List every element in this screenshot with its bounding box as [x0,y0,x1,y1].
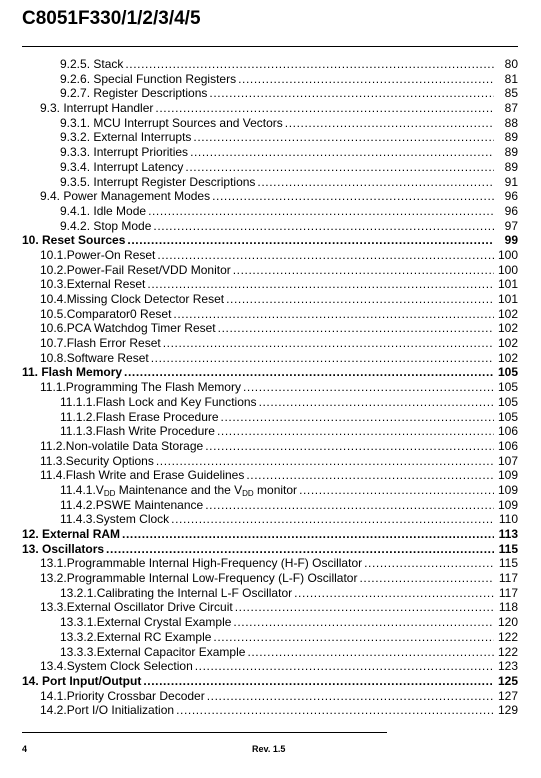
toc-entry-page: 110 [498,512,518,527]
toc-entry-label: 11.1.2.Flash Erase Procedure [60,409,219,424]
toc-entry-label: 9.4.2. Stop Mode [60,218,152,233]
toc-entry [22,204,518,219]
toc-entry [22,248,518,263]
toc-entry-label: 11.1.1.Flash Lock and Key Functions [60,394,257,409]
toc-entry-label: 14.2.Port I/O Initialization [40,703,175,718]
dot-leader [259,395,494,410]
toc-entry-label: 11.1.Programming The Flash Memory [40,380,241,395]
toc-entry [22,424,518,439]
toc-entry-page: 89 [504,145,518,160]
toc-entry [22,659,518,674]
dot-leader [153,219,494,234]
toc-entry-page: 89 [504,159,518,174]
dot-leader [233,615,494,630]
toc-entry [22,630,518,645]
toc-entry-label: 10.8.Software Reset [40,350,149,365]
toc-entry [22,556,518,571]
dot-leader [217,424,494,439]
toc-entry-label: 9.3.4. Interrupt Latency [60,159,184,174]
dot-leader [163,336,494,351]
dot-leader [299,483,494,498]
dot-leader [127,233,494,248]
toc-entry-page: 89 [504,130,518,145]
toc-entry-page: 109 [497,497,518,512]
toc-entry-page: 122 [497,644,518,659]
toc-entry-page: 88 [504,115,518,130]
toc-entry-label: 11.3.Security Options [40,453,154,468]
dot-leader [238,72,494,87]
toc-entry-label: 13.3.2.External RC Example [60,629,212,644]
toc-entry-label: 10.4.Missing Clock Detector Reset [40,292,225,306]
footer-divider [22,732,387,733]
toc-entry-page: 102 [497,321,518,336]
toc-entry-page: 96 [504,189,518,204]
dot-leader [151,351,494,366]
toc-entry [22,175,518,190]
toc-entry [22,542,518,557]
toc-entry [22,130,518,145]
document-title: C8051F330/1/2/3/4/5 [22,8,201,29]
toc-entry-label: 14. Port Input/Output [22,673,142,688]
toc-entry [22,321,518,336]
toc-entry-page: 120 [497,615,518,630]
toc-entry-label: 10. Reset Sources [22,233,126,248]
dot-leader [207,689,494,704]
toc-entry-label: 10.5.Comparator0 Reset [40,306,172,321]
dot-leader [205,439,494,454]
toc-entry-page: 109 [497,482,518,497]
toc-entry [22,145,518,160]
dot-leader [122,527,494,542]
toc-entry-page: 87 [504,101,518,116]
toc-entry-page: 122 [497,629,518,644]
dot-leader [209,86,494,101]
toc-entry-page: 91 [504,174,518,189]
toc-entry-label: 11. Flash Memory [22,365,123,380]
toc-entry [22,410,518,425]
toc-entry-page: 115 [498,556,518,571]
toc-entry [22,395,518,410]
toc-entry [22,233,518,248]
toc-entry-label: 13.3.1.External Crystal Example [60,615,232,630]
dot-leader [157,248,494,263]
toc-entry-page: 99 [504,233,518,248]
dot-leader [235,600,494,615]
toc-entry-page: 113 [498,527,518,541]
toc-entry [22,307,518,322]
toc-entry [22,57,518,72]
toc-entry [22,101,518,116]
dot-leader [173,307,494,322]
toc-entry-label: 9.3.1. MCU Interrupt Sources and Vectors [60,115,283,130]
label-text: 11.4.1.V [60,482,104,497]
toc-entry [22,365,518,380]
dot-leader [212,189,494,204]
header-divider [22,46,518,47]
dot-leader [359,571,494,586]
toc-entry-page: 102 [497,350,518,365]
dot-leader [156,454,494,469]
dot-leader [185,160,494,175]
toc-entry [22,674,518,689]
toc-entry-page: 109 [497,468,518,483]
toc-entry [22,263,518,278]
toc-entry-page: 96 [504,203,518,218]
toc-entry-page: 105 [497,394,518,409]
dot-leader [285,116,494,131]
dot-leader [143,674,494,689]
toc-entry [22,160,518,175]
toc-entry-page: 125 [497,673,518,688]
label-text: monitor [253,482,298,497]
toc-entry-label: 13.1.Programmable Internal High-Frequency (H-F) Oscillator [40,556,363,571]
dot-leader [246,468,494,483]
toc-entry-label [22,483,297,498]
toc-entry-page: 127 [497,688,518,703]
dot-leader [213,630,494,645]
dot-leader [125,57,494,72]
dot-leader [176,703,494,718]
toc-entry [22,116,518,131]
footer-revision: Rev. 1.5 [252,744,286,754]
toc-entry-page: 106 [497,424,518,439]
toc-entry [22,645,518,660]
toc-entry [22,72,518,87]
dot-leader [205,498,494,513]
dot-leader [364,556,494,571]
dot-leader [171,512,494,527]
toc-entry [22,483,518,498]
toc-entry [22,468,518,483]
toc-entry-page: 102 [497,306,518,321]
label-text: Maintenance and the V [115,482,243,497]
toc-entry-page: 105 [497,380,518,395]
toc-entry-label: 9.3.5. Interrupt Register Descriptions [60,174,256,189]
dot-leader [124,365,494,380]
subscript-text: DD [242,488,254,498]
dot-leader [247,645,494,660]
toc-entry-page: 105 [497,409,518,424]
toc-entry [22,439,518,454]
toc-entry [22,336,518,351]
toc-entry-label: 13.3.External Oscillator Drive Circuit [40,600,233,615]
dot-leader [106,542,494,557]
footer-page-number: 4 [22,744,28,754]
toc-entry-page: 80 [504,57,518,71]
toc-entry-label: 10.6.PCA Watchdog Timer Reset [40,321,216,336]
toc-entry [22,219,518,234]
dot-leader [257,175,494,190]
toc-entry-label: 9.2.6. Special Function Registers [60,71,237,86]
toc-entry [22,86,518,101]
toc-entry-label: 9.2.5. Stack [60,57,124,71]
toc-entry-label: 13.2.1.Calibrating the Internal L-F Oscillator [60,585,293,600]
toc-entry-label: 10.7.Flash Error Reset [40,336,161,351]
dot-leader [243,380,494,395]
dot-leader [155,101,494,116]
toc-entry [22,292,518,307]
toc-entry-label: 9.3. Interrupt Handler [40,101,154,116]
toc-entry-label: 9.4. Power Management Modes [40,189,211,204]
toc-entry-page: 117 [498,585,518,600]
toc-entry [22,454,518,469]
toc-entry [22,586,518,601]
toc-entry [22,689,518,704]
toc-entry [22,512,518,527]
table-of-contents [22,57,518,718]
toc-entry-label: 14.1.Priority Crossbar Decoder [40,688,205,703]
dot-leader [147,277,494,292]
toc-entry-label: 9.4.1. Idle Mode [60,203,147,218]
toc-entry [22,615,518,630]
dot-leader [233,263,494,278]
toc-entry-page: 102 [497,336,518,351]
dot-leader [221,410,494,425]
toc-entry-page: 117 [498,571,518,586]
dot-leader [218,321,494,336]
toc-entry [22,277,518,292]
toc-entry-page: 106 [497,438,518,453]
toc-entry [22,498,518,513]
subscript-text: DD [103,488,116,498]
toc-entry-label: 13.2.Programmable Internal Low-Frequency (L-F) Oscillator [40,571,358,586]
toc-entry-page: 85 [504,86,518,101]
toc-entry [22,351,518,366]
dot-leader [193,130,494,145]
toc-entry-page: 123 [497,659,518,674]
toc-entry-label: 10.3.External Reset [40,277,146,292]
toc-entry-label: 10.2.Power-Fail Reset/VDD Monitor [40,262,231,277]
toc-entry [22,600,518,615]
toc-entry-page: 105 [497,365,518,380]
toc-entry-label: 9.2.7. Register Descriptions [60,86,208,101]
toc-entry-label: 11.4.2.PSWE Maintenance [60,497,204,512]
toc-entry [22,380,518,395]
toc-entry-label: 11.4.Flash Write and Erase Guidelines [40,468,245,483]
toc-entry-label: 11.2.Non-volatile Data Storage [40,438,204,453]
toc-entry-label: 11.1.3.Flash Write Procedure [60,424,215,439]
toc-entry-label: 12. External RAM [22,527,121,541]
toc-entry-label: 10.1.Power-On Reset [40,247,156,262]
toc-entry-label: 9.3.2. External Interrupts [60,130,192,145]
toc-entry-label: 13.3.3.External Capacitor Example [60,644,246,659]
toc-entry-label: 11.4.3.System Clock [60,512,170,527]
toc-entry-page: 81 [504,71,518,86]
toc-entry-label: 13. Oscillators [22,541,105,556]
toc-entry-page: 115 [498,541,518,556]
toc-entry-label: 13.4.System Clock Selection [40,659,193,674]
toc-entry-page: 100 [497,247,518,262]
toc-entry-page: 101 [497,277,518,292]
toc-entry-page: 129 [497,703,518,718]
toc-entry-page: 107 [497,453,518,468]
dot-leader [294,586,494,601]
dot-leader [190,145,494,160]
dot-leader [148,204,494,219]
toc-entry [22,703,518,718]
toc-entry [22,189,518,204]
toc-entry-label: 9.3.3. Interrupt Priorities [60,145,189,160]
toc-entry-page: 97 [504,218,518,233]
toc-entry-page: 118 [498,600,518,615]
dot-leader [226,292,494,307]
toc-entry-page: 101 [497,292,518,306]
toc-entry [22,527,518,542]
toc-entry-page: 100 [497,262,518,277]
toc-entry [22,571,518,586]
dot-leader [195,659,494,674]
